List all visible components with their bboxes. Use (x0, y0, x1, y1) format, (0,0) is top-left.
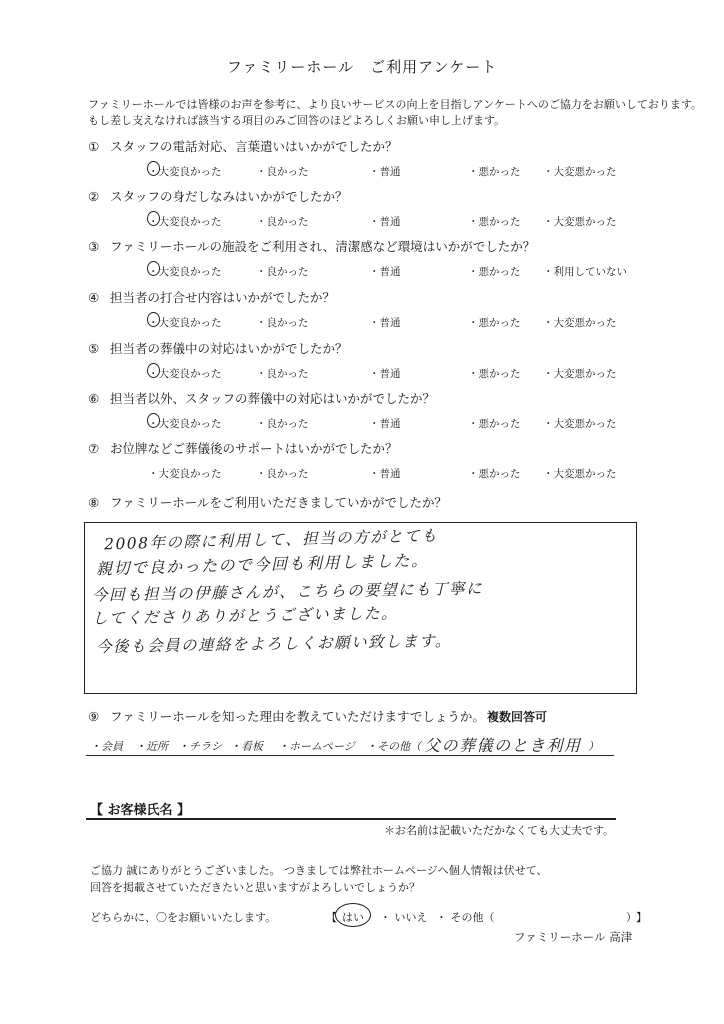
q9-option-signboard[interactable]: ・看板 (230, 740, 263, 753)
question-8 (88, 493, 447, 511)
question-text: スタッフの電話対応、言葉遣いはいかがでしたか？ (110, 139, 398, 154)
option-label: 良かった (266, 317, 309, 329)
option-bullet: ・ (256, 468, 267, 480)
option-label: 大変良かった (158, 166, 222, 178)
option-label: 普通 (379, 317, 401, 329)
option-bullet: ・ (468, 166, 479, 178)
q9-option-neighborhood[interactable]: ・近所 (135, 740, 168, 753)
option-4[interactable] (468, 315, 521, 330)
consent-prompt: どちらかに、〇をお願いいたします。 (90, 911, 277, 924)
option-3[interactable] (369, 466, 401, 481)
consent-no[interactable]: ・ いいえ (380, 911, 428, 924)
option-bullet: ・ (543, 216, 554, 228)
option-label: 大変悪かった (553, 418, 617, 430)
option-bullet: ・ (543, 418, 554, 430)
question-text: 担当者の葬儀中の対応はいかがでしたか？ (110, 341, 348, 356)
selected-circle-mark (147, 211, 160, 226)
question-number: ⑥ (88, 391, 100, 406)
option-5[interactable] (543, 264, 627, 279)
q9-other-close: ） (588, 740, 599, 753)
option-bullet: ・ (256, 166, 267, 178)
option-label: 普通 (379, 166, 401, 178)
q9-option-member[interactable]: ・会員 (90, 740, 123, 753)
option-label: 悪かった (478, 468, 521, 480)
question-1 (88, 137, 398, 155)
consent-bracket-close: 】 (636, 911, 647, 924)
customer-name-label: 【 お客様氏名 】 (90, 803, 191, 818)
question-3 (88, 237, 535, 255)
question-2 (88, 187, 348, 205)
option-3[interactable] (369, 164, 401, 179)
q9-option-flyer[interactable]: ・チラシ (178, 740, 222, 753)
option-bullet: ・ (369, 317, 380, 329)
option-5[interactable] (543, 366, 617, 381)
footer-signature: ファミリーホール 高津 (514, 930, 633, 944)
option-bullet: ・ (468, 418, 479, 430)
option-label: 悪かった (478, 418, 521, 430)
option-bullet: ・ (468, 216, 479, 228)
option-bullet: ・ (256, 368, 267, 380)
comment-line-1: 2008年の際に利用して、担当の方がとても (103, 526, 439, 554)
question-6 (88, 389, 435, 407)
multiple-answer-note: 複数回答可 (487, 710, 548, 724)
option-label: 大変悪かった (553, 166, 617, 178)
option-bullet: ・ (369, 418, 380, 430)
option-label: 普通 (379, 418, 401, 430)
option-bullet: ・ (256, 317, 267, 329)
question-number: ⑧ (88, 495, 100, 510)
q9-underline (86, 755, 614, 756)
comment-line-5: 今後も会員の連絡をよろしくお願い致します。 (95, 631, 452, 657)
option-1[interactable] (148, 466, 222, 481)
option-5[interactable] (543, 315, 617, 330)
option-5[interactable] (543, 466, 617, 481)
option-bullet: ・ (468, 266, 479, 278)
intro-line-2: もし差し支えなければ該当する項目のみご回答のほどよろしくお願い申し上げます。 (88, 114, 506, 127)
question-number: ① (88, 139, 100, 154)
question-text: 担当者の打合せ内容はいかがでしたか？ (110, 290, 336, 305)
option-label: 大変悪かった (553, 368, 617, 380)
option-bullet: ・ (148, 266, 159, 278)
option-label: 良かった (266, 468, 309, 480)
option-3[interactable] (369, 416, 401, 431)
option-bullet: ・ (256, 418, 267, 430)
question-number: ⑦ (88, 441, 100, 456)
consent-yes-circle (335, 903, 371, 927)
option-bullet: ・ (369, 166, 380, 178)
question-text: スタッフの身だしなみはいかがでしたか？ (110, 189, 348, 204)
option-label: 良かった (266, 266, 309, 278)
option-4[interactable] (468, 366, 521, 381)
question-number: ⑨ (88, 709, 100, 724)
option-bullet: ・ (468, 468, 479, 480)
question-text: ファミリーホールの施設をご利用され、清潔感など環境はいかがでしたか？ (110, 239, 536, 254)
option-3[interactable] (369, 315, 401, 330)
question-4 (88, 288, 335, 306)
option-2[interactable] (256, 164, 309, 179)
page-title: ファミリーホール ご利用アンケート (226, 58, 498, 76)
comment-line-2: 親切で良かったので今回も利用しました。 (95, 550, 429, 579)
question-text: お位牌などご葬儀後のサポートはいかがでしたか？ (110, 441, 398, 456)
option-label: 悪かった (478, 266, 521, 278)
option-bullet: ・ (369, 266, 380, 278)
name-optional-note: ＊お名前は記載いただかなくても大丈夫です。 (384, 824, 615, 837)
q9-option-other[interactable]: ・その他（ (366, 740, 421, 753)
option-2[interactable] (256, 315, 309, 330)
option-label: 普通 (379, 216, 401, 228)
option-label: 大変良かった (158, 266, 222, 278)
question-number: ③ (88, 239, 100, 254)
option-label: 悪かった (478, 317, 521, 329)
option-bullet: ・ (369, 216, 380, 228)
option-label: 悪かった (478, 368, 521, 380)
option-4[interactable] (468, 416, 521, 431)
option-label: 大変良かった (158, 418, 222, 430)
q9-other-answer: 父の葬儀のとき利用 (424, 736, 582, 755)
selected-circle-mark (147, 161, 160, 176)
option-label: 悪かった (478, 166, 521, 178)
option-2[interactable] (256, 466, 309, 481)
option-bullet: ・ (256, 266, 267, 278)
option-bullet: ・ (256, 216, 267, 228)
thanks-line-2: 回答を掲載させていただきたいと思いますがよろしいでしょうか？ (90, 881, 420, 894)
question-number: ② (88, 189, 100, 204)
option-label: 普通 (379, 368, 401, 380)
option-label: 普通 (379, 266, 401, 278)
comment-line-4: してくださりありがとうございました。 (91, 604, 399, 628)
option-bullet: ・ (369, 368, 380, 380)
option-5[interactable] (543, 164, 617, 179)
option-bullet: ・ (468, 317, 479, 329)
selected-circle-mark (147, 413, 160, 428)
question-number: ④ (88, 290, 100, 305)
intro-line-1: ファミリーホールでは皆様のお声を参考に、より良いサービスの向上を目指しアンケートへのご協力をお願いしております。 (88, 98, 703, 111)
option-bullet: ・ (148, 418, 159, 430)
question-text: 担当者以外、スタッフの葬儀中の対応はいかがでしたか？ (110, 391, 436, 406)
thanks-line-1: ご協力 誠にありがとうございました。 つきましては弊社ホームページへ個人情報は伏せて、 (90, 864, 548, 877)
question-7 (88, 439, 398, 457)
consent-bracket-open: 【 (326, 911, 337, 924)
option-label: 良かった (266, 368, 309, 380)
option-label: 大変悪かった (553, 216, 617, 228)
option-label: 大変良かった (158, 368, 222, 380)
option-5[interactable] (543, 214, 617, 229)
option-bullet: ・ (148, 468, 159, 480)
consent-yes[interactable]: はい (342, 911, 364, 924)
option-3[interactable] (369, 264, 401, 279)
option-label: 良かった (266, 418, 309, 430)
option-bullet: ・ (543, 317, 554, 329)
option-2[interactable] (256, 214, 309, 229)
option-label: 悪かった (478, 216, 521, 228)
option-label: 大変良かった (158, 216, 222, 228)
q9-option-homepage[interactable]: ・ホームページ (278, 740, 355, 753)
option-bullet: ・ (543, 266, 554, 278)
option-bullet: ・ (148, 216, 159, 228)
comment-line-3: 今回も担当の伊藤さんが、こちらの要望にも丁寧に (91, 579, 484, 605)
question-5 (88, 339, 348, 357)
option-label: 大変良かった (158, 468, 222, 480)
option-3[interactable] (369, 366, 401, 381)
option-3[interactable] (369, 214, 401, 229)
question-9 (88, 707, 485, 725)
option-label: 大変良かった (158, 317, 222, 329)
option-label: 利用していない (553, 266, 627, 278)
question-text: ファミリーホールをご利用いただきましていかがでしたか？ (110, 495, 448, 510)
option-bullet: ・ (148, 368, 159, 380)
customer-name-line[interactable] (86, 818, 616, 820)
option-bullet: ・ (543, 368, 554, 380)
option-label: 大変悪かった (553, 468, 617, 480)
option-bullet: ・ (543, 468, 554, 480)
option-4[interactable] (468, 466, 521, 481)
consent-other[interactable]: ・ その他（ (436, 911, 495, 924)
option-bullet: ・ (148, 317, 159, 329)
option-4[interactable] (468, 164, 521, 179)
option-2[interactable] (256, 264, 309, 279)
option-label: 良かった (266, 216, 309, 228)
consent-other-close: ） (626, 911, 637, 924)
option-5[interactable] (543, 416, 617, 431)
option-bullet: ・ (148, 166, 159, 178)
selected-circle-mark (147, 363, 160, 378)
selected-circle-mark (147, 261, 160, 276)
selected-circle-mark (147, 312, 160, 327)
option-2[interactable] (256, 366, 309, 381)
question-number: ⑤ (88, 341, 100, 356)
question-text: ファミリーホールを知った理由を教えていただけますでしょうか。 (110, 709, 485, 724)
option-2[interactable] (256, 416, 309, 431)
option-label: 大変悪かった (553, 317, 617, 329)
option-bullet: ・ (369, 468, 380, 480)
option-bullet: ・ (543, 166, 554, 178)
option-label: 良かった (266, 166, 309, 178)
option-4[interactable] (468, 264, 521, 279)
option-label: 普通 (379, 468, 401, 480)
option-4[interactable] (468, 214, 521, 229)
option-bullet: ・ (468, 368, 479, 380)
